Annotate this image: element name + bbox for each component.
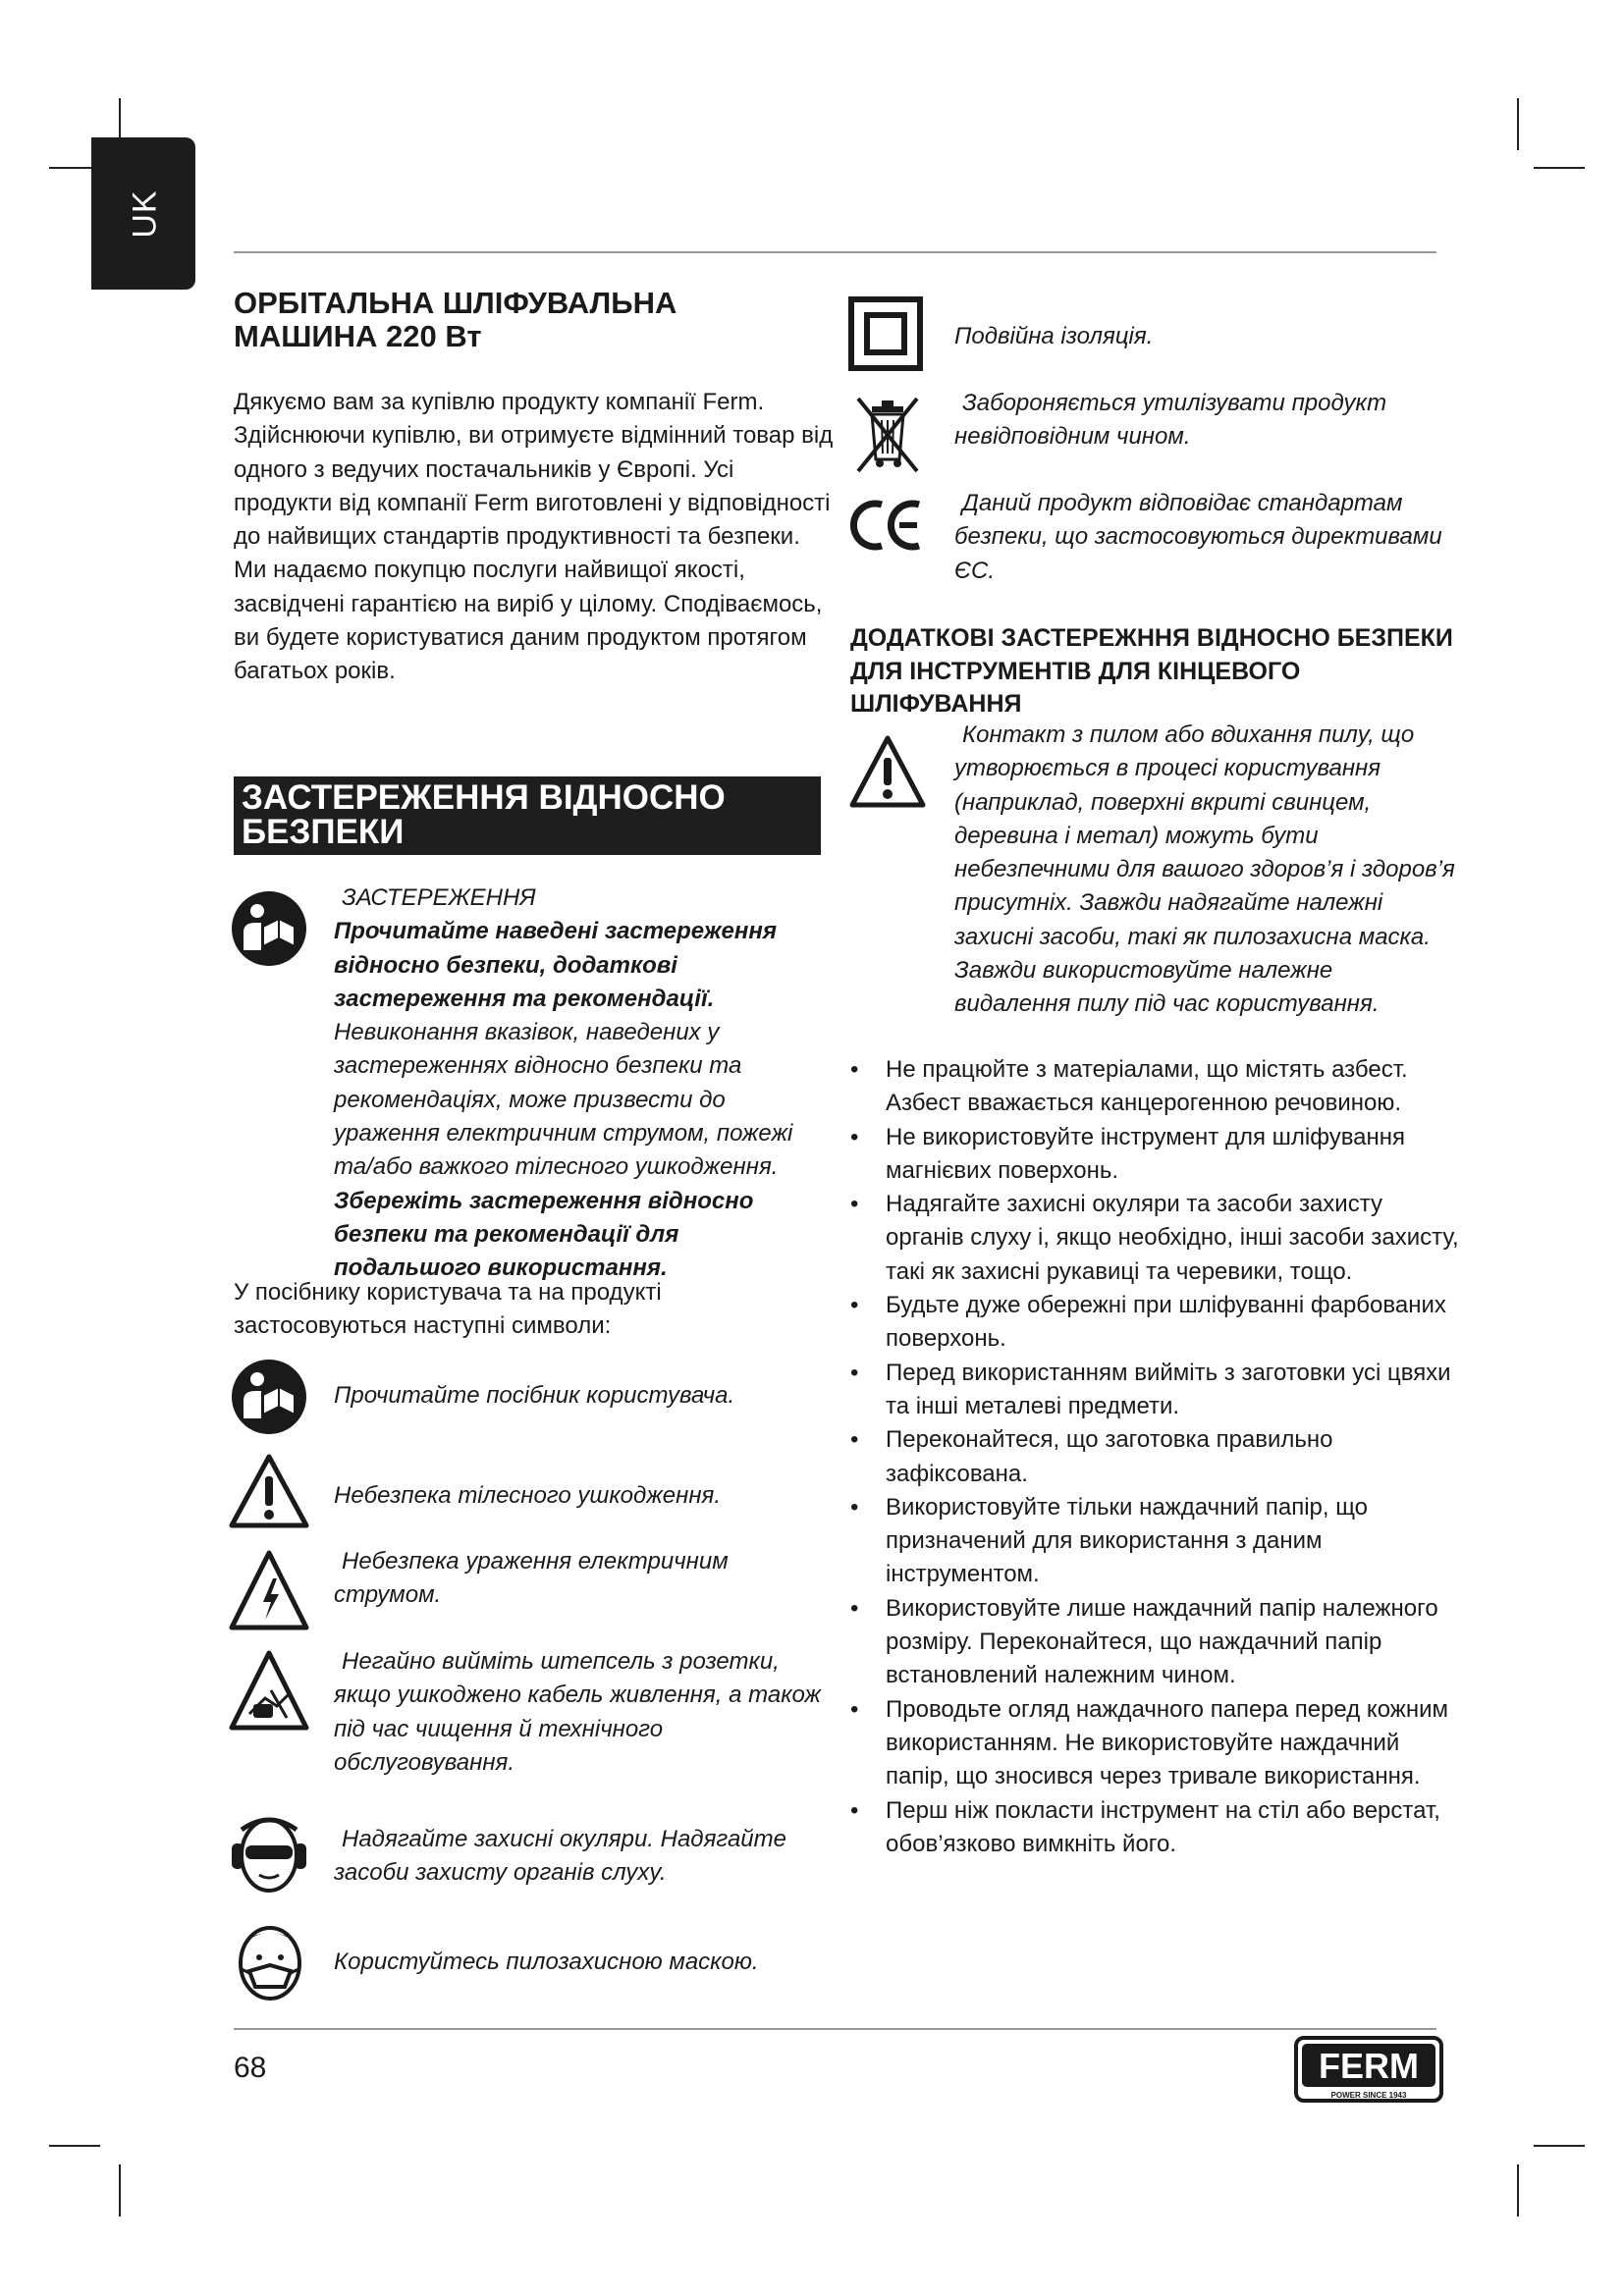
crop-mark <box>1534 2145 1585 2147</box>
ce-mark-icon <box>850 497 925 554</box>
read-manual-icon <box>230 889 308 968</box>
symbol-text-double-insulation: Подвійна ізоляція. <box>954 323 1154 349</box>
warning-title: ЗАСТЕРЕЖЕННЯ <box>342 884 536 911</box>
safety-bullet-list <box>850 1053 1459 1861</box>
list-item: • Будьте дуже обережні при шліфуванні фарбованих поверхонь. <box>850 1289 1459 1357</box>
list-item: • Використовуйте тільки наждачний папір, що призначений для використання з даним інструментом. <box>850 1491 1459 1592</box>
crop-mark <box>1534 167 1585 169</box>
list-item: • Перш ніж покласти інструмент на стіл або верстат, обов’язково вимкніть його. <box>850 1794 1459 1862</box>
warning-triangle-icon <box>848 734 927 809</box>
crop-mark <box>1517 2164 1519 2216</box>
symbol-text-ce: Даний продукт відповідає стандартам безпеки, що застосовуються директивами ЄС. <box>954 490 1442 584</box>
unplug-icon <box>228 1649 310 1732</box>
list-item: • Не працюйте з матеріалами, що містять азбест. Азбест вважається канцерогенною речовиною. <box>850 1053 1459 1121</box>
read-manual-icon <box>230 1358 308 1436</box>
bottom-rule <box>234 2028 1436 2030</box>
warning-text: Невиконання вказівок, наведених у застереженнях відносно безпеки та рекомендаціях, може призвести до ураження електричним струмом, пожежі та/або важкого тілесного ушкодження. <box>334 1019 793 1181</box>
dust-mask-icon <box>234 1924 306 2002</box>
list-item: • Переконайтеся, що заготовка правильно зафіксована. <box>850 1423 1459 1491</box>
page-title: ОРБІТАЛЬНА ШЛІФУВАЛЬНА МАШИНА 220 Вт <box>234 286 677 353</box>
list-item: • Не використовуйте інструмент для шліфування магнієвих поверхонь. <box>850 1121 1459 1189</box>
language-tab <box>91 137 195 290</box>
symbol-text-weee: Забороняється утилізувати продукт невідповідним чином. <box>954 390 1387 451</box>
crop-mark <box>49 2145 100 2147</box>
warning-block <box>334 881 825 1286</box>
warning-bold-intro: Прочитайте наведені застереження відносно безпеки, додаткові застереження та рекомендації. <box>334 918 777 1012</box>
symbol-text-dust-mask: Користуйтесь пилозахисною маскою. <box>334 1949 759 1975</box>
symbol-text-goggles: Надягайте захисні окуляри. Надягайте засоби захисту органів слуху. <box>334 1826 786 1887</box>
language-tab-label: UK <box>126 189 164 239</box>
list-item: • Використовуйте лише наждачний папір належного розміру. Переконайтеся, що наждачний папір встановлений належним чином. <box>850 1592 1459 1693</box>
list-item: • Проводьте огляд наждачного папера перед кожним використанням. Не використовуйте наждачний папір, що зносився через тривале використання. <box>850 1693 1459 1794</box>
ferm-logo <box>1294 2036 1443 2103</box>
warning-triangle-icon <box>228 1453 310 1529</box>
symbols-intro: У посібнику користувача та на продукті застосовуються наступні символи: <box>234 1279 662 1340</box>
safety-heading: ЗАСТЕРЕЖЕННЯ ВІДНОСНО БЕЗПЕКИ <box>234 776 821 855</box>
page-number: 68 <box>234 2052 267 2084</box>
weee-bin-icon <box>850 391 925 475</box>
warning-bold-outro: Збережіть застереження відносно безпеки та рекомендації для подальшого використання. <box>334 1187 754 1282</box>
symbol-text-electric: Небезпека ураження електричним струмом. <box>334 1548 729 1609</box>
list-item: • Надягайте захисні окуляри та засоби захисту органів слуху і, якщо необхідно, інші засоби захисту, такі як захисні рукавиці та черевики, тощо. <box>850 1188 1459 1289</box>
symbol-text-unplug: Негайно вийміть штепсель з розетки, якщо ушкоджено кабель живлення, а також під час чищення й технічного обслуговування. <box>334 1648 821 1776</box>
goggles-ear-protection-icon <box>228 1814 310 1896</box>
crop-mark <box>119 2164 121 2216</box>
intro-paragraph: Дякуємо вам за купівлю продукту компанії Ferm. Здійснюючи купівлю, ви отримуєте відмінний товар від одного з ведучих постачальників у Європі. Усі продукти від компанії Ferm виготовлені у відповідності до найвищих стандартів продуктивності та безпеки. Ми надаємо покупцю послуги найвищої якості, засвідчені гарантією на виріб у цілому. Сподіваємось, ви будете користуватися даним продуктом протягом багатьох років. <box>234 389 834 685</box>
symbol-text-read-manual: Прочитайте посібник користувача. <box>334 1382 735 1409</box>
symbol-text-injury: Небезпека тілесного ушкодження. <box>334 1482 722 1509</box>
dust-warning-text: Контакт з пилом або вдихання пилу, що утворюється в процесі користування (наприклад, поверхні вкриті свинцем, деревина і метал) можуть бути небезпечними для вашого здоров’я і здоров’я присутніх. Завжди надягайте належні захисні засоби, такі як пилозахисна маска. Завжди використовуйте належне видалення пилу під час користування. <box>954 721 1455 1018</box>
extra-safety-heading: ДОДАТКОВІ ЗАСТЕРЕЖННЯ ВІДНОСНО БЕЗПЕКИ ДЛЯ ІНСТРУМЕНТІВ ДЛЯ КІНЦЕВОГО ШЛІФУВАННЯ <box>850 624 1453 718</box>
electric-shock-icon <box>228 1549 310 1631</box>
top-rule <box>234 251 1436 253</box>
logo-brand: FERM <box>1319 2046 1419 2086</box>
logo-tagline: POWER SINCE 1943 <box>1330 2091 1407 2100</box>
list-item: • Перед використанням вийміть з заготовки усі цвяхи та інші металеві предмети. <box>850 1357 1459 1424</box>
crop-mark <box>1517 98 1519 150</box>
double-insulation-icon <box>848 296 923 371</box>
